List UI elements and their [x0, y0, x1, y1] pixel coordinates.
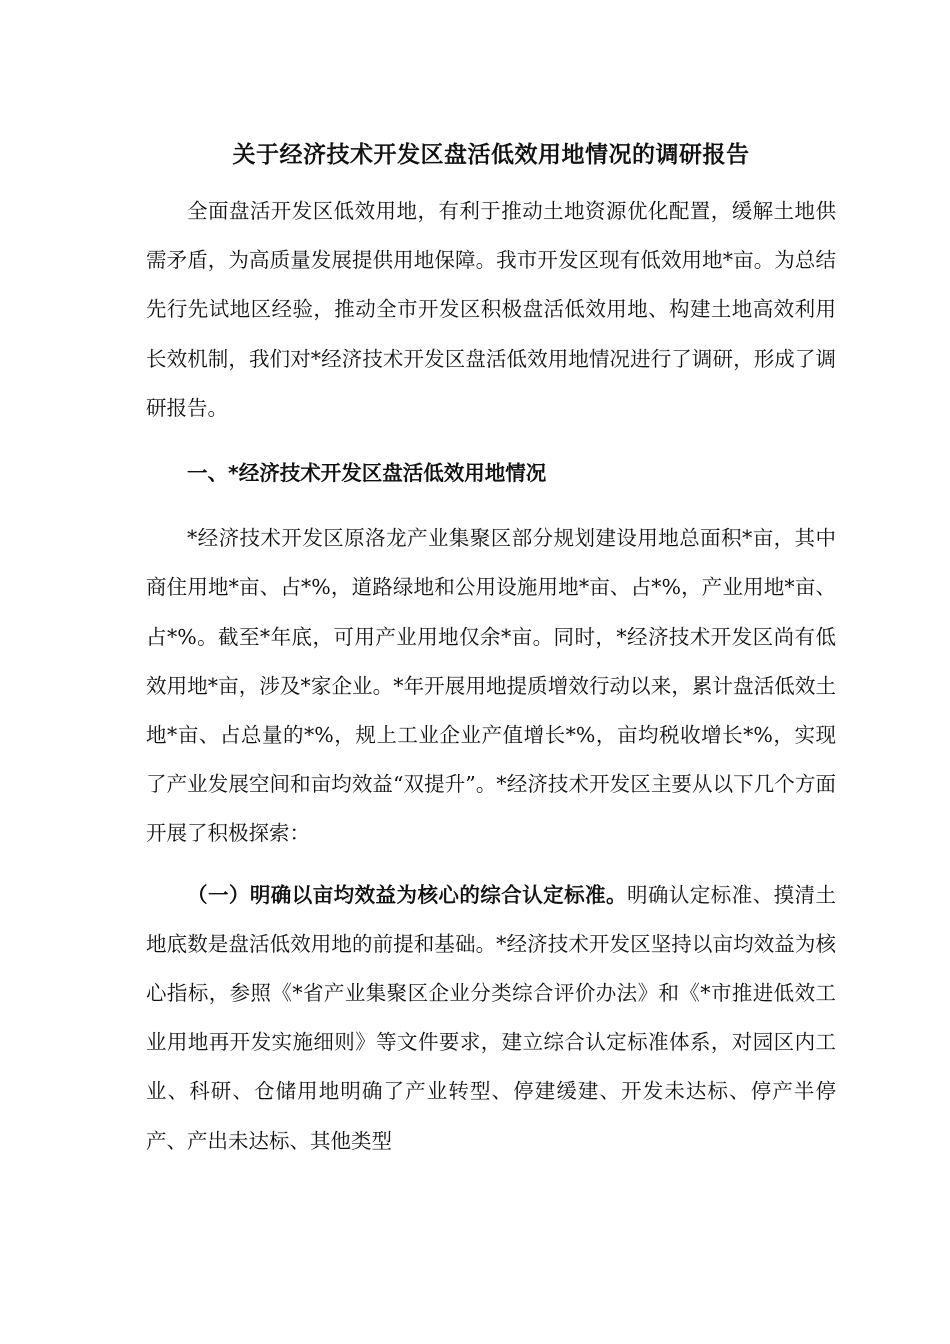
document-page	[146, 120, 836, 1166]
subsection-1-lead: （一）明确以亩均效益为核心的综合认定标准。	[187, 882, 627, 907]
subsection-1-body: 明确认定标准、摸清土地底数是盘活低效用地的前提和基础。*经济技术开发区坚持以亩均效益为核心指标，参照《*省产业集聚区企业分类综合评价办法》和《*市推进低效工业用地再开发实施细则》等文件要求，建立综合认定标准体系，对园区内工业、科研、仓储用地明确了产业转型、停建缓建、开发未达标、停产半停产、产出未达标、其他类型	[146, 882, 837, 1153]
intro-paragraph: 全面盘活开发区低效用地，有利于推动土地资源优化配置，缓解土地供需矛盾，为高质量发展提供用地保障。我市开发区现有低效用地*亩。为总结先行先试地区经验，推动全市开发区积极盘活低效用地、构建土地高效利用长效机制，我们对*经济技术开发区盘活低效用地情况进行了调研，形成了调研报告。	[146, 199, 836, 420]
document-title: 关于经济技术开发区盘活低效用地情况的调研报告	[232, 142, 750, 168]
spacer	[146, 859, 836, 871]
subsection-1-paragraph	[146, 871, 836, 1166]
section-heading-1: 一、*经济技术开发区盘活低效用地情况	[187, 461, 547, 486]
section-1-paragraph: *经济技术开发区原洛龙产业集聚区部分规划建设用地总面积*亩，其中商住用地*亩、占*%，道路绿地和公用设施用地*亩、占*%，产业用地*亩、占*%。截至*年底，可用产业用地仅余*亩。同时，*经济技术开发区尚有低效用地*亩，涉及*家企业。*年开展用地提质增效行动以来，累计盘活低效土地*亩、占总量的*%，规上工业企业产值增长*%，亩均税收增长*%，实现了产业发展空间和亩均效益“双提升”。*经济技术开发区主要从以下几个方面开展了积极探索：	[146, 526, 836, 846]
